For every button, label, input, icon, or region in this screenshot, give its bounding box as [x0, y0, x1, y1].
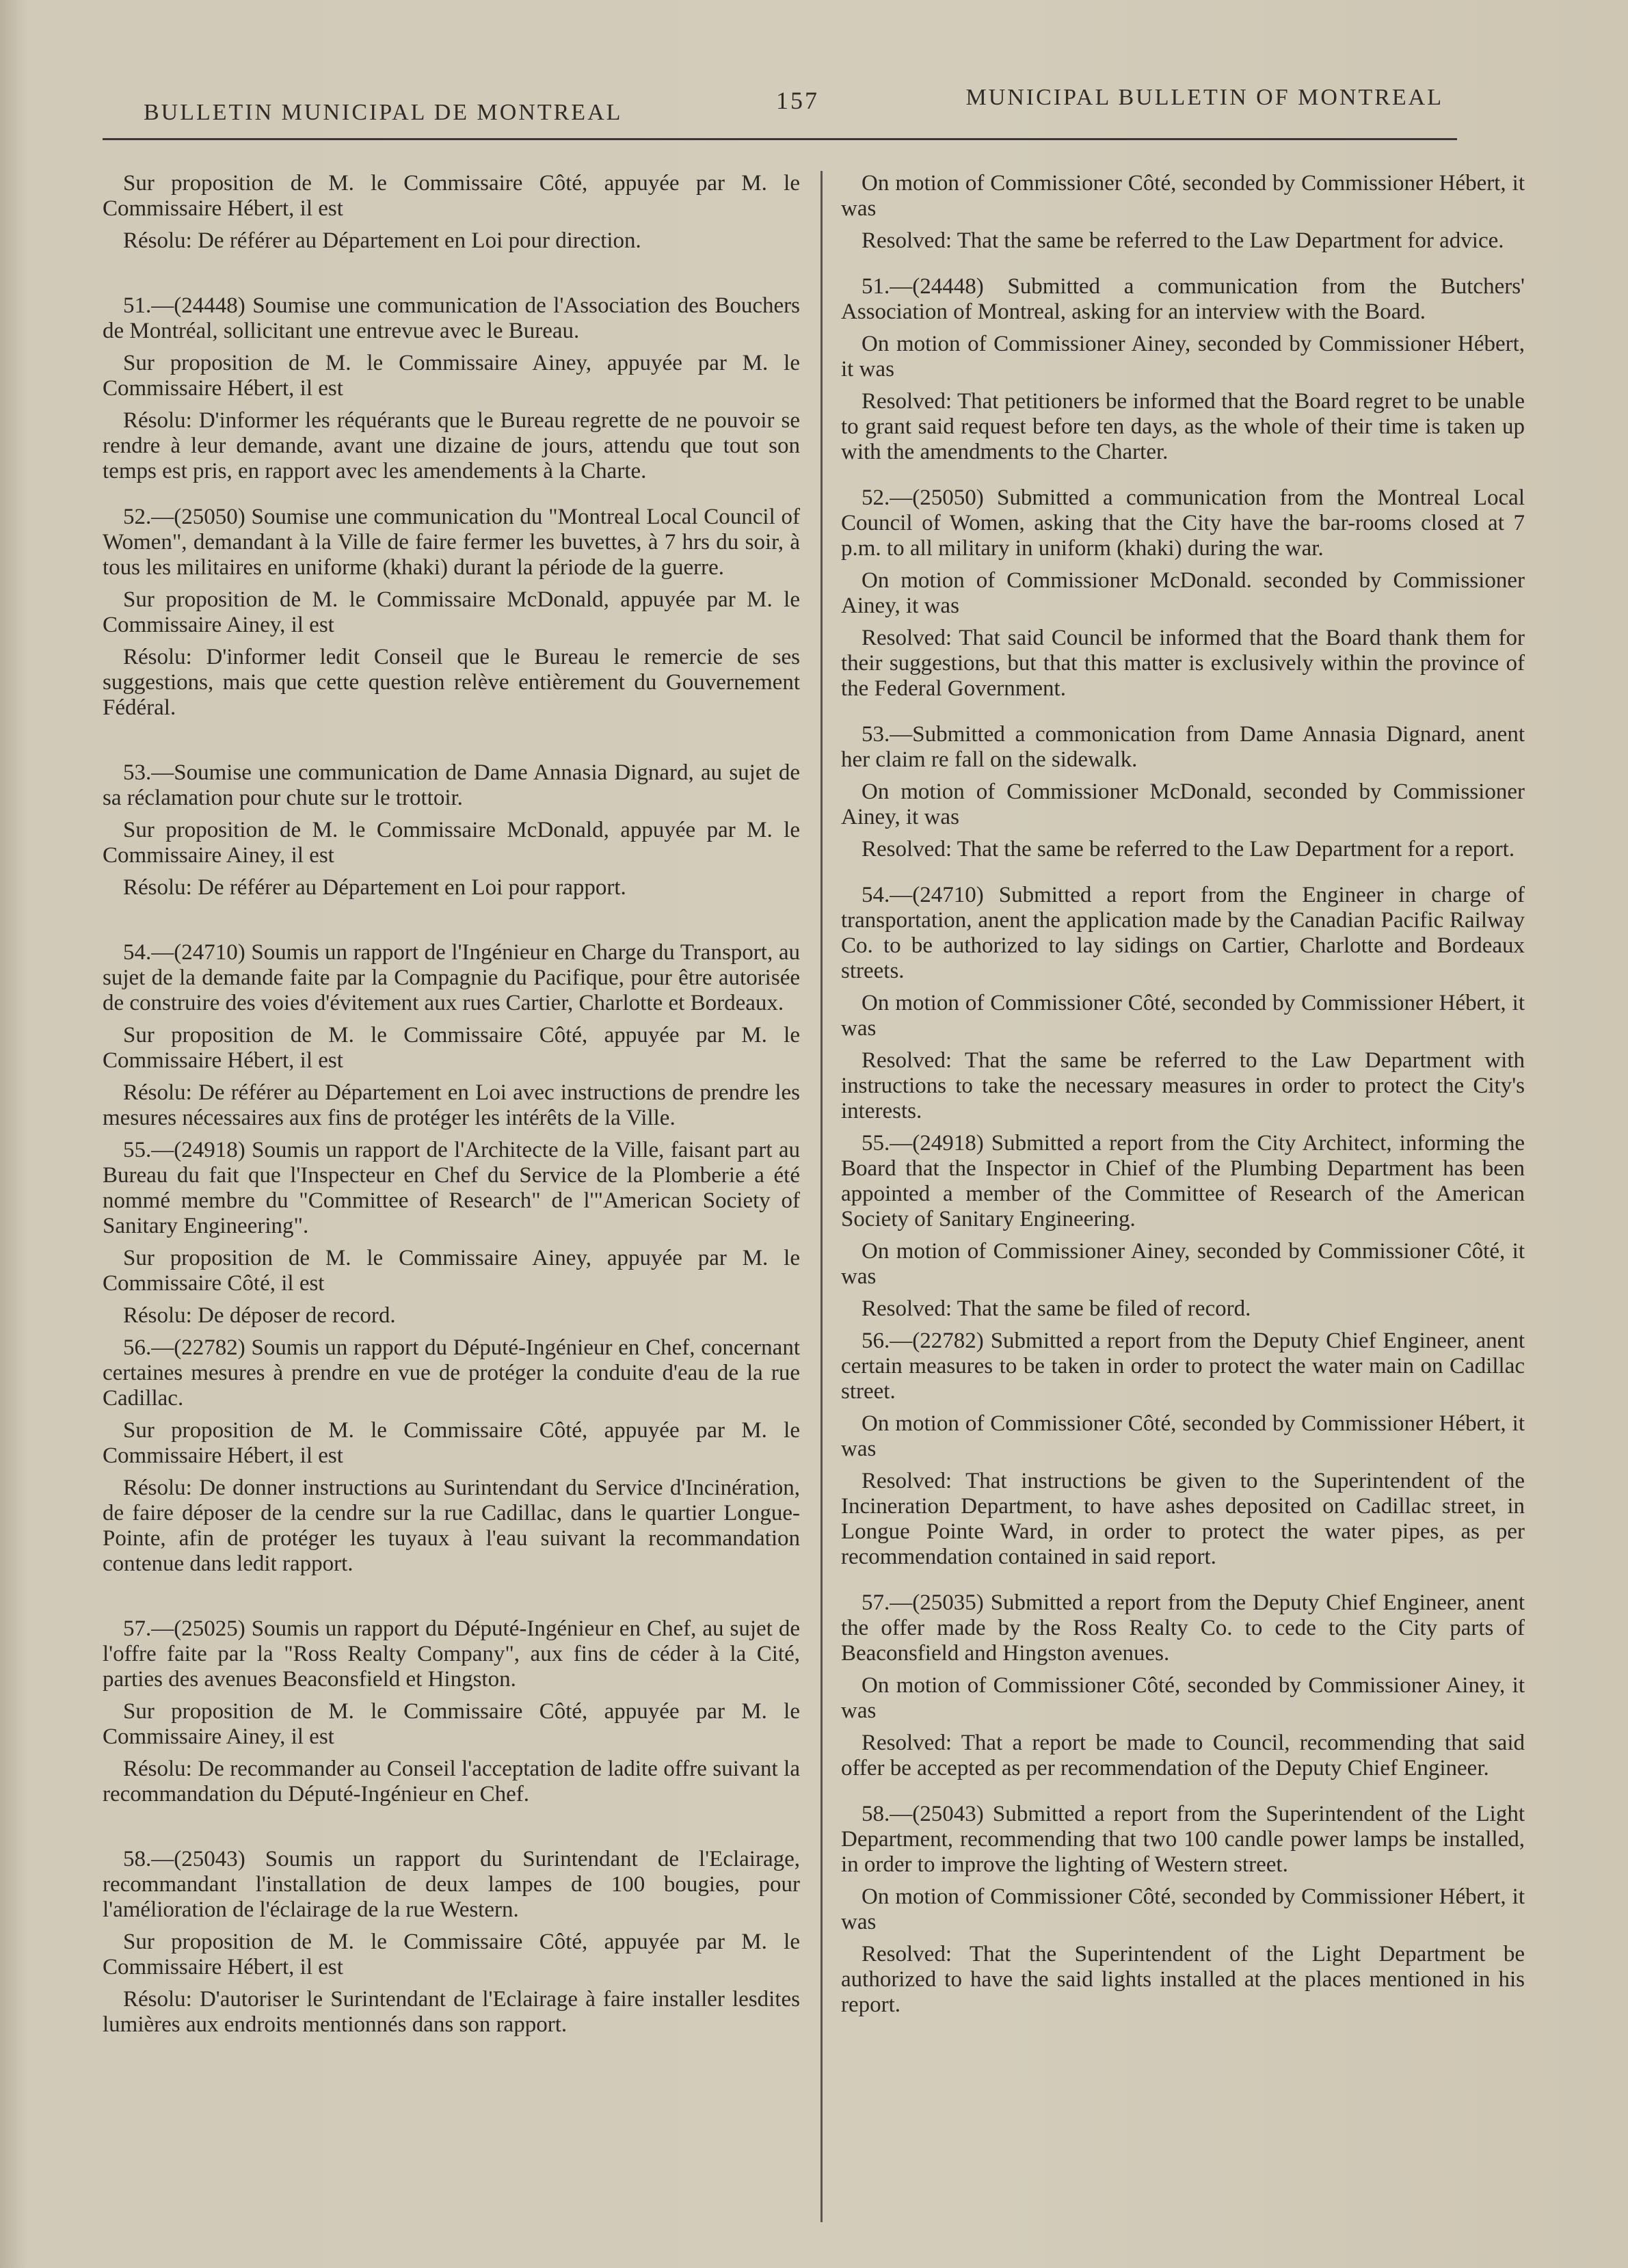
french-entry-56	[103, 1335, 800, 1577]
page-header	[137, 81, 1471, 129]
entry-motion: Sur proposition de M. le Commissaire McDonald, appuyée par M. le Commissaire Ainey, il est	[103, 587, 800, 637]
french-intro-motion: Sur proposition de M. le Commissaire Côté, appuyée par M. le Commissaire Hébert, il est	[103, 171, 800, 221]
entry-resolution: Resolved: That petitioners be informed that the Board regret to be unable to grant said request before ten days, as the whole of their time is taken up with the amendments to the Charter.	[841, 389, 1525, 464]
french-entry-53	[103, 760, 800, 900]
page-number: 157	[776, 87, 819, 114]
entry-motion: On motion of Commissioner Côté, seconded by Commissioner Hébert, it was	[841, 1411, 1525, 1461]
entry-motion: On motion of Commissioner Côté, seconded by Commissioner Hébert, it was	[841, 1884, 1525, 1934]
entry-text: 52.—(25050) Submitted a communication from the Montreal Local Council of Women, asking that the City have the bar-rooms closed at 7 p.m. to all military in uniform (khaki) during the war.	[841, 485, 1525, 561]
entry-resolution: Résolu: De donner instructions au Surintendant du Service d'Incinération, de faire déposer de la cendre sur la rue Cadillac, dans le quartier Longue-Pointe, afin de protéger les tuyaux à l'eau suivant la recommandation contenue dans ledit rapport.	[103, 1476, 800, 1576]
entry-text: 53.—Soumise une communication de Dame Annasia Dignard, au sujet de sa réclamation pour chute sur le trottoir.	[103, 760, 800, 810]
entry-text: 57.—(25035) Submitted a report from the Deputy Chief Engineer, anent the offer made by the Ross Realty Co. to cede to the City parts of Beaconsfield and Hingston avenues.	[841, 1590, 1525, 1666]
entry-motion: Sur proposition de M. le Commissaire Côté, appuyée par M. le Commissaire Hébert, il est	[103, 1023, 800, 1073]
entry-text: 58.—(25043) Submitted a report from the Superintendent of the Light Department, recommending that two 100 candle power lamps be installed, in order to improve the lighting of Western street.	[841, 1802, 1525, 1877]
entry-motion: Sur proposition de M. le Commissaire Côté, appuyée par M. le Commissaire Ainey, il est	[103, 1699, 800, 1749]
entry-resolution: Resolved: That the same be referred to the Law Department with instructions to take the necessary measures in order to protect the City's interests.	[841, 1048, 1525, 1123]
entry-motion: On motion of Commissioner Ainey, seconded by Commissioner Côté, it was	[841, 1239, 1525, 1289]
french-intro-resolution: Résolu: De référer au Département en Loi pour direction.	[123, 228, 641, 253]
english-entry-52	[841, 485, 1525, 702]
english-intro-resolution: Resolved: That the same be referred to the Law Department for advice.	[862, 228, 1504, 253]
entry-text: 56.—(22782) Soumis un rapport du Député-Ingénieur en Chef, concernant certaines mesures à prendre en vue de protéger la conduite d'eau de la rue Cadillac.	[103, 1335, 800, 1411]
column-divider	[820, 171, 823, 2222]
header-english-title: MUNICIPAL BULLETIN OF MONTREAL	[965, 85, 1443, 110]
french-entry-52	[103, 505, 800, 721]
entry-text: 54.—(24710) Soumis un rapport de l'Ingénieur en Charge du Transport, au sujet de la demande faite par la Compagnie du Pacifique, pour être autorisée de construire des voies d'évitement aux rues Cartier, Charlotte et Bordeaux.	[103, 940, 800, 1015]
entry-resolution: Resolved: That the same be filed of record.	[862, 1296, 1251, 1321]
entry-motion: Sur proposition de M. le Commissaire McDonald, appuyée par M. le Commissaire Ainey, il est	[103, 818, 800, 868]
entry-resolution: Resolved: That the same be referred to the Law Department for a report.	[862, 837, 1515, 862]
entry-text: 51.—(24448) Soumise une communication de l'Association des Bouchers de Montréal, sollicitant une entrevue avec le Bureau.	[103, 293, 800, 343]
entry-resolution: Résolu: De recommander au Conseil l'acceptation de ladite offre suivant la recommandation du Député-Ingénieur en Chef.	[103, 1757, 800, 1806]
english-entry-58	[841, 1802, 1525, 2018]
entry-motion: On motion of Commissioner Côté, seconded by Commissioner Ainey, it was	[841, 1673, 1525, 1723]
english-entry-57	[841, 1590, 1525, 1781]
header-rule	[103, 138, 1457, 140]
entry-text: 57.—(25025) Soumis un rapport du Député-Ingénieur en Chef, au sujet de l'offre faite par la "Ross Realty Company", aux fins de céder à la Cité, parties des avenues Beaconsfield et Hingston.	[103, 1616, 800, 1692]
french-column	[103, 171, 800, 2044]
entry-resolution: Resolved: That a report be made to Council, recommending that said offer be accepted as per recommendation of the Deputy Chief Engineer.	[841, 1731, 1525, 1780]
entry-text: 52.—(25050) Soumise une communication du "Montreal Local Council of Women", demandant à la Ville de faire fermer les buvettes, à 7 hrs du soir, à tous les militaires en uniforme (khaki) durant la période de la guerre.	[103, 505, 800, 580]
entry-resolution: Résolu: De référer au Département en Loi avec instructions de prendre les mesures nécessaires aux fins de protéger les intérêts de la Ville.	[103, 1080, 800, 1130]
entry-resolution: Resolved: That said Council be informed that the Board thank them for their suggestions, but that this matter is exclusively within the province of the Federal Government.	[841, 626, 1525, 701]
entry-resolution: Résolu: De déposer de record.	[123, 1303, 396, 1328]
english-entry-51	[841, 274, 1525, 465]
french-entry-51	[103, 293, 800, 484]
entry-motion: Sur proposition de M. le Commissaire Ainey, appuyée par M. le Commissaire Hébert, il est	[103, 351, 800, 401]
french-entry-57	[103, 1616, 800, 1807]
english-intro-motion: On motion of Commissioner Côté, seconded by Commissioner Hébert, it was	[841, 171, 1525, 221]
entry-text: 55.—(24918) Submitted a report from the City Architect, informing the Board that the Inspector in Chief of the Plumbing Department has been appointed a member of the Committee of Research of the American Society of Sanitary Engineering.	[841, 1131, 1525, 1231]
entry-motion: Sur proposition de M. le Commissaire Côté, appuyée par M. le Commissaire Hébert, il est	[103, 1930, 800, 1979]
french-entry-55	[103, 1138, 800, 1329]
entry-resolution: Resolved: That the Superintendent of the Light Department be authorized to have the said lights installed at the places mentioned in his report.	[841, 1942, 1525, 2017]
entry-resolution: Résolu: D'autoriser le Surintendant de l'Eclairage à faire installer lesdites lumières aux endroits mentionnés dans son rapport.	[103, 1987, 800, 2037]
entry-text: 53.—Submitted a commonication from Dame Annasia Dignard, anent her claim re fall on the sidewalk.	[841, 722, 1525, 772]
entry-resolution: Résolu: D'informer ledit Conseil que le Bureau le remercie de ses suggestions, mais que cette question relève entièrement du Gouvernement Fédéral.	[103, 645, 800, 720]
entry-motion: On motion of Commissioner Côté, seconded by Commissioner Hébert, it was	[841, 991, 1525, 1041]
english-entry-54	[841, 883, 1525, 1124]
english-entry-53	[841, 722, 1525, 862]
entry-text: 56.—(22782) Submitted a report from the Deputy Chief Engineer, anent certain measures to be taken in order to protect the water main on Cadillac street.	[841, 1329, 1525, 1404]
entry-text: 54.—(24710) Submitted a report from the Engineer in charge of transportation, anent the application made by the Canadian Pacific Railway Co. to be authorized to lay sidings on Cartier, Charlotte and Bordeaux streets.	[841, 883, 1525, 983]
entry-motion: On motion of Commissioner McDonald, seconded by Commissioner Ainey, it was	[841, 779, 1525, 829]
english-entry-56	[841, 1329, 1525, 1570]
english-column	[841, 171, 1525, 2025]
entry-motion: On motion of Commissioner Ainey, seconded by Commissioner Hébert, it was	[841, 332, 1525, 382]
entry-motion: On motion of Commissioner McDonald. seconded by Commissioner Ainey, it was	[841, 568, 1525, 618]
entry-text: 51.—(24448) Submitted a communication from the Butchers' Association of Montreal, asking for an interview with the Board.	[841, 274, 1525, 324]
entry-text: 55.—(24918) Soumis un rapport de l'Architecte de la Ville, faisant part au Bureau du fait que l'Inspecteur en Chef du Service de la Plomberie a été nommé membre du "Committee of Research" de l'"American Society of Sanitary Engineering".	[103, 1138, 800, 1238]
header-french-title: BULLETIN MUNICIPAL DE MONTREAL	[144, 100, 623, 125]
entry-motion: Sur proposition de M. le Commissaire Côté, appuyée par M. le Commissaire Hébert, il est	[103, 1418, 800, 1468]
english-entry-55	[841, 1131, 1525, 1322]
french-entry-58	[103, 1847, 800, 2038]
entry-motion: Sur proposition de M. le Commissaire Ainey, appuyée par M. le Commissaire Côté, il est	[103, 1246, 800, 1296]
french-entry-54	[103, 940, 800, 1131]
entry-resolution: Resolved: That instructions be given to the Superintendent of the Incineration Department, to have ashes deposited on Cadillac street, in Longue Pointe Ward, in order to protect the water pipes, as per recommendation contained in said report.	[841, 1469, 1525, 1569]
entry-text: 58.—(25043) Soumis un rapport du Surintendant de l'Eclairage, recommandant l'installation de deux lampes de 100 bougies, pour l'amélioration de l'éclairage de la rue Western.	[103, 1847, 800, 1922]
entry-resolution: Résolu: D'informer les réquérants que le Bureau regrette de ne pouvoir se rendre à leur demande, avant une dizaine de jours, attendu que tout son temps est pris, en rapport avec les amendements à la Charte.	[103, 408, 800, 483]
entry-resolution: Résolu: De référer au Département en Loi pour rapport.	[123, 875, 626, 900]
